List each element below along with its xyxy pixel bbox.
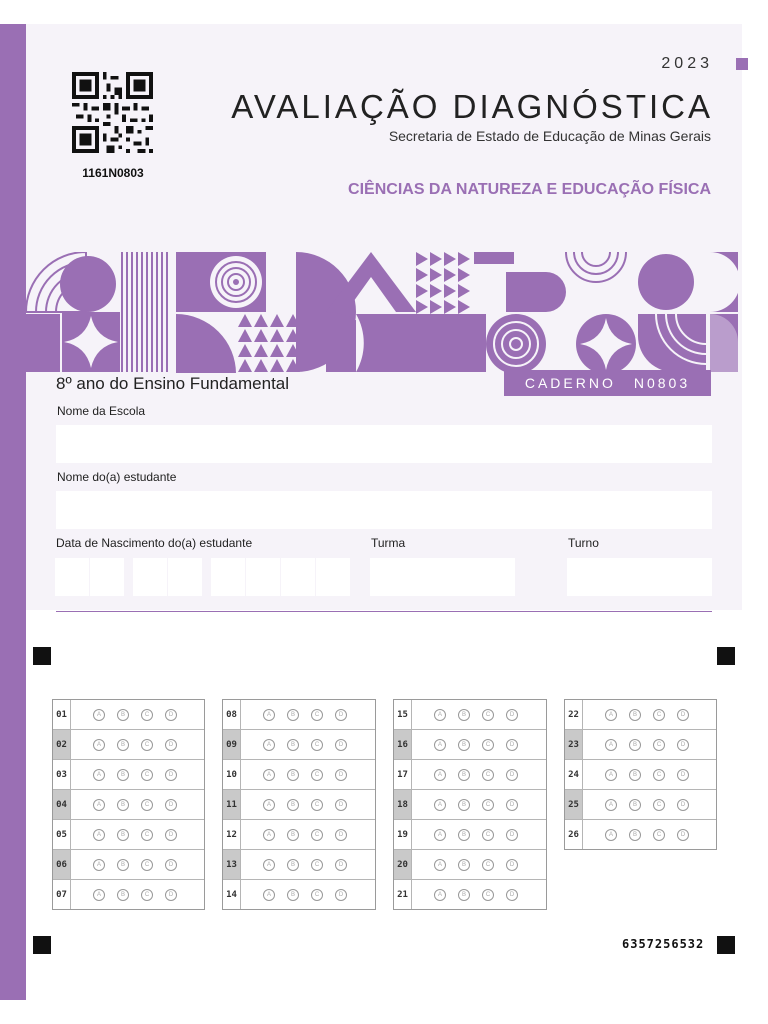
qr-code-text: 1161N0803 <box>82 166 144 180</box>
birth-year-digit-3[interactable] <box>281 558 315 596</box>
answer-bubble[interactable]: C <box>482 709 494 721</box>
answer-bubble[interactable]: C <box>311 889 323 901</box>
answer-bubble[interactable]: A <box>93 889 105 901</box>
answer-bubble[interactable]: A <box>263 859 275 871</box>
birth-day-digit-2[interactable] <box>90 558 124 596</box>
question-number: 05 <box>53 820 71 849</box>
answer-bubble[interactable]: D <box>165 709 177 721</box>
answer-row <box>394 730 546 760</box>
answer-bubble[interactable]: D <box>677 769 689 781</box>
answer-bubble[interactable]: C <box>141 769 153 781</box>
answer-row <box>223 730 375 760</box>
answer-bubble[interactable]: C <box>482 799 494 811</box>
answer-row <box>53 880 204 909</box>
answer-bubble[interactable]: B <box>458 829 470 841</box>
answer-bubble[interactable]: C <box>141 709 153 721</box>
question-number: 08 <box>223 700 241 729</box>
answer-bubble[interactable]: A <box>605 829 617 841</box>
answer-bubble[interactable]: C <box>653 799 665 811</box>
answer-bubble[interactable]: A <box>434 709 446 721</box>
birth-day-digit-1[interactable] <box>55 558 89 596</box>
sheet-code: 6357256532 <box>622 937 705 951</box>
caderno-label: CADERNO <box>524 375 616 391</box>
answer-bubble[interactable]: D <box>165 769 177 781</box>
answer-bubble[interactable]: B <box>287 709 299 721</box>
answer-column-4 <box>564 699 717 850</box>
answer-bubble[interactable]: B <box>458 889 470 901</box>
student-name-field[interactable] <box>56 491 712 529</box>
answer-row <box>53 730 204 760</box>
answer-bubble[interactable]: D <box>165 829 177 841</box>
question-number: 24 <box>565 760 583 789</box>
class-label: Turma <box>371 536 406 550</box>
answer-options <box>434 859 518 871</box>
answer-options <box>93 739 177 751</box>
question-number: 26 <box>565 820 583 849</box>
answer-bubble[interactable]: C <box>311 739 323 751</box>
answer-bubble[interactable]: C <box>311 859 323 871</box>
question-number: 19 <box>394 820 412 849</box>
answer-row <box>53 820 204 850</box>
subject-label: CIÊNCIAS DA NATUREZA E EDUCAÇÃO FÍSICA <box>348 181 711 198</box>
answer-bubble[interactable]: A <box>434 739 446 751</box>
alignment-mark <box>717 647 735 665</box>
answer-bubble[interactable]: C <box>311 829 323 841</box>
answer-options <box>605 739 689 751</box>
answer-options <box>605 829 689 841</box>
answer-bubble[interactable]: B <box>117 799 129 811</box>
answer-options <box>434 889 518 901</box>
answer-bubble[interactable]: D <box>165 739 177 751</box>
answer-bubble[interactable]: D <box>506 889 518 901</box>
answer-bubble[interactable]: B <box>287 859 299 871</box>
answer-bubble[interactable]: A <box>263 799 275 811</box>
answer-bubble[interactable]: B <box>458 859 470 871</box>
answer-options <box>93 709 177 721</box>
question-number: 22 <box>565 700 583 729</box>
answer-row <box>394 790 546 820</box>
answer-bubble[interactable]: C <box>482 829 494 841</box>
birth-month-digit-2[interactable] <box>168 558 202 596</box>
answer-bubble[interactable]: B <box>287 889 299 901</box>
answer-bubble[interactable]: A <box>605 799 617 811</box>
alignment-mark <box>33 936 51 954</box>
question-number: 03 <box>53 760 71 789</box>
question-number: 21 <box>394 880 412 909</box>
school-name-field[interactable] <box>56 425 712 463</box>
answer-bubble[interactable]: B <box>458 739 470 751</box>
shift-field[interactable] <box>567 558 712 596</box>
answer-column-3 <box>393 699 547 910</box>
question-number: 01 <box>53 700 71 729</box>
answer-options <box>263 889 347 901</box>
answer-row <box>394 880 546 909</box>
answer-column-1 <box>52 699 205 910</box>
answer-options <box>434 709 518 721</box>
birth-year-digit-4[interactable] <box>316 558 350 596</box>
answer-bubble[interactable]: B <box>117 739 129 751</box>
answer-bubble[interactable]: C <box>141 859 153 871</box>
answer-options <box>263 739 347 751</box>
answer-bubble[interactable]: B <box>287 739 299 751</box>
caderno-badge <box>504 370 711 396</box>
answer-bubble[interactable]: B <box>117 859 129 871</box>
question-number: 10 <box>223 760 241 789</box>
answer-row <box>394 700 546 730</box>
answer-bubble[interactable]: A <box>263 739 275 751</box>
answer-bubble[interactable]: A <box>93 799 105 811</box>
answer-options <box>93 889 177 901</box>
answer-bubble[interactable]: C <box>482 859 494 871</box>
question-number: 09 <box>223 730 241 759</box>
answer-options <box>605 769 689 781</box>
question-number: 16 <box>394 730 412 759</box>
shift-label: Turno <box>568 536 599 550</box>
answer-bubble[interactable]: A <box>93 739 105 751</box>
answer-options <box>605 799 689 811</box>
answer-bubble[interactable]: A <box>434 859 446 871</box>
answer-bubble[interactable]: D <box>677 829 689 841</box>
answer-options <box>434 769 518 781</box>
answer-bubble[interactable]: D <box>506 769 518 781</box>
answer-bubble[interactable]: A <box>93 769 105 781</box>
answer-bubble[interactable]: C <box>141 829 153 841</box>
page-subtitle: Secretaria de Estado de Educação de Minas Gerais <box>388 128 711 144</box>
question-number: 07 <box>53 880 71 909</box>
question-number: 04 <box>53 790 71 819</box>
question-number: 02 <box>53 730 71 759</box>
answer-bubble[interactable]: A <box>93 709 105 721</box>
answer-row <box>223 700 375 730</box>
answer-column-2 <box>222 699 376 910</box>
grade-label: 8º ano do Ensino Fundamental <box>56 374 290 393</box>
answer-row <box>223 760 375 790</box>
alignment-mark <box>33 647 51 665</box>
answer-bubble[interactable]: A <box>263 709 275 721</box>
answer-bubble[interactable]: D <box>165 799 177 811</box>
birth-date-label: Data de Nascimento do(a) estudante <box>56 536 253 550</box>
answer-bubble[interactable]: A <box>93 859 105 871</box>
answer-row <box>53 850 204 880</box>
page-title: AVALIAÇÃO DIAGNÓSTICA <box>231 88 713 125</box>
answer-row <box>53 760 204 790</box>
school-label: Nome da Escola <box>57 404 146 418</box>
answer-bubble[interactable]: D <box>506 739 518 751</box>
answer-row <box>53 790 204 820</box>
student-label: Nome do(a) estudante <box>57 470 177 484</box>
answer-options <box>263 859 347 871</box>
answer-options <box>93 769 177 781</box>
caderno-code: N0803 <box>633 375 691 391</box>
corner-mark <box>736 58 748 70</box>
answer-bubble[interactable]: C <box>482 739 494 751</box>
answer-bubble[interactable]: A <box>263 889 275 901</box>
answer-bubble[interactable]: C <box>482 889 494 901</box>
answer-bubble[interactable]: C <box>482 769 494 781</box>
birth-year-digit-2[interactable] <box>246 558 280 596</box>
question-number: 11 <box>223 790 241 819</box>
answer-options <box>263 799 347 811</box>
answer-row <box>565 700 716 730</box>
question-number: 06 <box>53 850 71 879</box>
answer-row <box>223 850 375 880</box>
answer-bubble[interactable]: A <box>263 769 275 781</box>
side-bar <box>0 24 26 1000</box>
answer-bubble[interactable]: B <box>287 769 299 781</box>
answer-bubble[interactable]: D <box>506 829 518 841</box>
answer-bubble[interactable]: A <box>263 829 275 841</box>
answer-row <box>223 820 375 850</box>
year-label: 2023 <box>661 55 713 72</box>
answer-row <box>565 760 716 790</box>
answer-bubble[interactable]: D <box>165 889 177 901</box>
answer-bubble[interactable]: C <box>653 829 665 841</box>
divider <box>56 611 712 612</box>
answer-bubble[interactable]: D <box>677 739 689 751</box>
question-number: 14 <box>223 880 241 909</box>
answer-bubble[interactable]: C <box>311 709 323 721</box>
answer-options <box>605 709 689 721</box>
answer-bubble[interactable]: D <box>335 739 347 751</box>
answer-bubble[interactable]: B <box>629 829 641 841</box>
answer-bubble[interactable]: C <box>653 769 665 781</box>
answer-bubble[interactable]: B <box>287 829 299 841</box>
answer-bubble[interactable]: D <box>335 769 347 781</box>
decorative-banner <box>26 252 738 373</box>
answer-bubble[interactable]: B <box>458 799 470 811</box>
answer-row <box>394 850 546 880</box>
answer-options <box>434 799 518 811</box>
answer-bubble[interactable]: B <box>117 889 129 901</box>
birth-month-digit-1[interactable] <box>133 558 167 596</box>
answer-row <box>394 760 546 790</box>
answer-bubble[interactable]: A <box>434 769 446 781</box>
answer-bubble[interactable]: C <box>141 739 153 751</box>
answer-options <box>93 799 177 811</box>
answer-bubble[interactable]: D <box>335 859 347 871</box>
answer-options <box>263 769 347 781</box>
answer-bubble[interactable]: A <box>605 739 617 751</box>
answer-row <box>394 820 546 850</box>
answer-bubble[interactable]: B <box>629 739 641 751</box>
answer-bubble[interactable]: C <box>653 739 665 751</box>
answer-bubble[interactable]: D <box>335 829 347 841</box>
answer-bubble[interactable]: D <box>335 709 347 721</box>
answer-bubble[interactable]: B <box>117 709 129 721</box>
answer-bubble[interactable]: A <box>605 709 617 721</box>
answer-bubble[interactable]: A <box>434 799 446 811</box>
answer-bubble[interactable]: C <box>653 709 665 721</box>
answer-bubble[interactable]: B <box>117 829 129 841</box>
answer-row <box>223 880 375 909</box>
answer-bubble[interactable]: D <box>165 859 177 871</box>
question-number: 15 <box>394 700 412 729</box>
answer-options <box>93 829 177 841</box>
answer-options <box>263 709 347 721</box>
answer-bubble[interactable]: B <box>287 799 299 811</box>
answer-bubble[interactable]: B <box>629 769 641 781</box>
answer-bubble[interactable]: D <box>677 799 689 811</box>
answer-bubble[interactable]: C <box>141 889 153 901</box>
answer-bubble[interactable]: B <box>458 709 470 721</box>
answer-options <box>93 859 177 871</box>
answer-bubble[interactable]: C <box>141 799 153 811</box>
answer-bubble[interactable]: D <box>677 709 689 721</box>
answer-options <box>434 739 518 751</box>
answer-bubble[interactable]: D <box>335 799 347 811</box>
answer-bubble[interactable]: A <box>605 769 617 781</box>
answer-row <box>223 790 375 820</box>
question-number: 18 <box>394 790 412 819</box>
answer-options <box>263 829 347 841</box>
question-number: 20 <box>394 850 412 879</box>
answer-bubble[interactable]: D <box>506 799 518 811</box>
answer-options <box>434 829 518 841</box>
answer-bubble[interactable]: A <box>93 829 105 841</box>
question-number: 17 <box>394 760 412 789</box>
answer-bubble[interactable]: D <box>506 709 518 721</box>
question-number: 25 <box>565 790 583 819</box>
answer-row <box>565 820 716 849</box>
answer-bubble[interactable]: C <box>311 769 323 781</box>
answer-bubble[interactable]: D <box>506 859 518 871</box>
answer-bubble[interactable]: B <box>629 709 641 721</box>
answer-bubble[interactable]: B <box>458 769 470 781</box>
alignment-mark <box>717 936 735 954</box>
answer-row <box>565 730 716 760</box>
birth-year-digit-1[interactable] <box>211 558 245 596</box>
question-number: 13 <box>223 850 241 879</box>
qr-code-icon <box>72 72 153 153</box>
answer-row <box>565 790 716 820</box>
answer-bubble[interactable]: B <box>117 769 129 781</box>
answer-bubble[interactable]: D <box>335 889 347 901</box>
answer-row <box>53 700 204 730</box>
question-number: 23 <box>565 730 583 759</box>
answer-bubble[interactable]: A <box>434 889 446 901</box>
answer-bubble[interactable]: A <box>434 829 446 841</box>
answer-bubble[interactable]: B <box>629 799 641 811</box>
class-field[interactable] <box>370 558 515 596</box>
question-number: 12 <box>223 820 241 849</box>
answer-bubble[interactable]: C <box>311 799 323 811</box>
